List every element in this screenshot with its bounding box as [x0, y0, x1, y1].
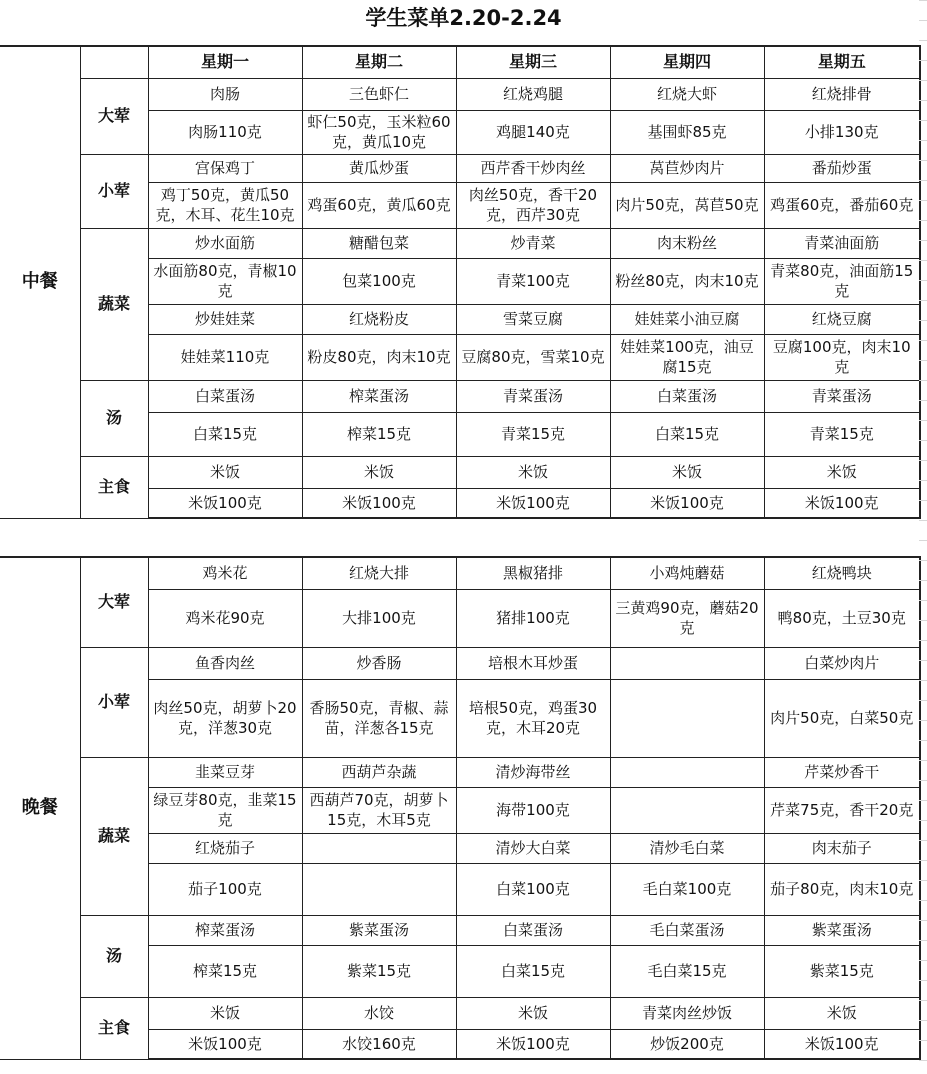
ingredient-cell: 芹菜75克，香干20克	[764, 787, 920, 833]
dish-name: 水饺	[302, 997, 456, 1029]
dish-name: 炒水面筋	[148, 228, 302, 258]
dish-row	[0, 154, 920, 182]
ingredient-cell: 榨菜15克	[302, 412, 456, 456]
ingredient-cell: 肉片50克，白菜50克	[764, 679, 920, 757]
dish-name: 榨菜蛋汤	[148, 915, 302, 945]
ingredient-cell: 肉丝50克，香干20克，西芹30克	[456, 182, 610, 228]
ingredient-cell: 米饭100克	[456, 1029, 610, 1059]
ingredient-cell: 鸭80克，土豆30克	[764, 589, 920, 647]
category-zhu-shi: 主食	[80, 456, 148, 518]
ingredient-cell: 豆腐80克，雪菜10克	[456, 334, 610, 380]
ingredient-cell	[302, 863, 456, 915]
dish-name: 炒娃娃菜	[148, 304, 302, 334]
dish-name: 清炒海带丝	[456, 757, 610, 787]
dish-name: 肉末茄子	[764, 833, 920, 863]
dish-row	[0, 757, 920, 787]
ingredient-cell: 西葫芦70克，胡萝卜15克，木耳5克	[302, 787, 456, 833]
dish-name: 米饭	[148, 997, 302, 1029]
dish-name: 西芹香干炒肉丝	[456, 154, 610, 182]
ingredient-cell: 培根50克，鸡蛋30克，木耳20克	[456, 679, 610, 757]
dish-row	[0, 456, 920, 488]
day-header-tue: 星期二	[302, 46, 456, 78]
dish-name: 白菜蛋汤	[610, 380, 764, 412]
meal-label-lunch: 中餐	[0, 46, 80, 518]
ingredient-cell: 绿豆芽80克，韭菜15克	[148, 787, 302, 833]
dish-name: 炒香肠	[302, 647, 456, 679]
ingredient-cell: 娃娃菜100克，油豆腐15克	[610, 334, 764, 380]
ingredient-cell: 豆腐100克，肉末10克	[764, 334, 920, 380]
ingredient-cell: 三黄鸡90克，蘑菇20克	[610, 589, 764, 647]
dish-name: 宫保鸡丁	[148, 154, 302, 182]
ingredient-cell: 水面筋80克，青椒10克	[148, 258, 302, 304]
day-header-thu: 星期四	[610, 46, 764, 78]
dish-name: 白菜蛋汤	[456, 915, 610, 945]
category-xiao-hun: 小荤	[80, 647, 148, 757]
dish-name: 米饭	[456, 456, 610, 488]
dish-name: 培根木耳炒蛋	[456, 647, 610, 679]
ingredient-cell: 青菜100克	[456, 258, 610, 304]
dish-name: 米饭	[610, 456, 764, 488]
ingredient-cell: 米饭100克	[148, 1029, 302, 1059]
ingredient-cell: 水饺160克	[302, 1029, 456, 1059]
ingredient-cell: 米饭100克	[302, 488, 456, 518]
ingredient-cell: 青菜80克，油面筋15克	[764, 258, 920, 304]
dish-name: 红烧大排	[302, 557, 456, 589]
dish-name: 鱼香肉丝	[148, 647, 302, 679]
dish-name: 白菜炒肉片	[764, 647, 920, 679]
dish-name: 米饭	[302, 456, 456, 488]
dish-name: 西葫芦杂蔬	[302, 757, 456, 787]
dish-name: 娃娃菜小油豆腐	[610, 304, 764, 334]
dish-row	[0, 228, 920, 258]
dish-name: 三色虾仁	[302, 78, 456, 110]
category-tang: 汤	[80, 915, 148, 997]
ingredient-cell: 鸡腿140克	[456, 110, 610, 154]
ingredient-cell: 白菜100克	[456, 863, 610, 915]
day-header-wed: 星期三	[456, 46, 610, 78]
category-zhu-shi: 主食	[80, 997, 148, 1059]
dish-row	[0, 78, 920, 110]
ingredient-cell: 米饭100克	[456, 488, 610, 518]
ingredient-cell: 白菜15克	[610, 412, 764, 456]
dish-name: 紫菜蛋汤	[302, 915, 456, 945]
dish-name: 青菜油面筋	[764, 228, 920, 258]
dinner-menu-table	[0, 556, 921, 1060]
dish-name: 芹菜炒香干	[764, 757, 920, 787]
dish-name: 炒青菜	[456, 228, 610, 258]
corner-cell	[80, 46, 148, 78]
dish-name: 青菜蛋汤	[764, 380, 920, 412]
ingredient-cell: 猪排100克	[456, 589, 610, 647]
dish-name: 番茄炒蛋	[764, 154, 920, 182]
dish-row	[0, 915, 920, 945]
dish-row	[0, 380, 920, 412]
ingredient-cell: 青菜15克	[764, 412, 920, 456]
dish-name: 清炒大白菜	[456, 833, 610, 863]
ingredient-cell: 娃娃菜110克	[148, 334, 302, 380]
dish-name: 米饭	[764, 997, 920, 1029]
dish-row	[0, 997, 920, 1029]
dish-name: 米饭	[148, 456, 302, 488]
dish-name: 米饭	[456, 997, 610, 1029]
category-xiao-hun: 小荤	[80, 154, 148, 228]
ingredient-cell: 茄子80克，肉末10克	[764, 863, 920, 915]
day-header-mon: 星期一	[148, 46, 302, 78]
ingredient-cell: 海带100克	[456, 787, 610, 833]
ingredient-cell: 包菜100克	[302, 258, 456, 304]
dish-name: 红烧茄子	[148, 833, 302, 863]
ingredient-cell: 香肠50克，青椒、蒜苗，洋葱各15克	[302, 679, 456, 757]
ingredient-cell: 紫菜15克	[764, 945, 920, 997]
dish-name: 红烧大虾	[610, 78, 764, 110]
ingredient-cell	[610, 787, 764, 833]
dish-name	[610, 757, 764, 787]
dish-name: 鸡米花	[148, 557, 302, 589]
day-header-fri: 星期五	[764, 46, 920, 78]
ingredient-cell: 鸡蛋60克，番茄60克	[764, 182, 920, 228]
category-da-hun: 大荤	[80, 78, 148, 154]
category-da-hun: 大荤	[80, 557, 148, 647]
category-shu-cai: 蔬菜	[80, 757, 148, 915]
dish-name	[610, 647, 764, 679]
dish-name: 红烧豆腐	[764, 304, 920, 334]
ingredient-cell: 肉片50克，莴苣50克	[610, 182, 764, 228]
ingredient-cell: 炒饭200克	[610, 1029, 764, 1059]
ingredient-cell: 鸡丁50克，黄瓜50克，木耳、花生10克	[148, 182, 302, 228]
dish-name: 毛白菜蛋汤	[610, 915, 764, 945]
ingredient-cell: 基围虾85克	[610, 110, 764, 154]
dish-name: 红烧排骨	[764, 78, 920, 110]
ingredient-cell: 米饭100克	[610, 488, 764, 518]
ingredient-cell: 鸡蛋60克，黄瓜60克	[302, 182, 456, 228]
ingredient-cell: 茄子100克	[148, 863, 302, 915]
ingredient-cell: 毛白菜15克	[610, 945, 764, 997]
dish-name	[302, 833, 456, 863]
ingredient-cell: 白菜15克	[148, 412, 302, 456]
lunch-menu-table	[0, 45, 921, 519]
meal-label-dinner: 晚餐	[0, 557, 80, 1059]
ingredient-cell: 小排130克	[764, 110, 920, 154]
ingredient-cell: 粉皮80克，肉末10克	[302, 334, 456, 380]
ingredient-cell: 紫菜15克	[302, 945, 456, 997]
ingredient-cell: 毛白菜100克	[610, 863, 764, 915]
ingredient-cell: 虾仁50克，玉米粒60克，黄瓜10克	[302, 110, 456, 154]
dish-name: 紫菜蛋汤	[764, 915, 920, 945]
sheet-gridlines	[919, 0, 927, 1074]
dish-name: 白菜蛋汤	[148, 380, 302, 412]
ingredient-cell: 米饭100克	[764, 1029, 920, 1059]
ingredient-cell: 粉丝80克，肉末10克	[610, 258, 764, 304]
dish-name: 红烧鸡腿	[456, 78, 610, 110]
ingredient-cell: 白菜15克	[456, 945, 610, 997]
menu-title: 学生菜单2.20-2.24	[365, 6, 562, 30]
ingredient-cell: 大排100克	[302, 589, 456, 647]
dish-row	[0, 647, 920, 679]
dish-name: 糖醋包菜	[302, 228, 456, 258]
dish-name: 红烧粉皮	[302, 304, 456, 334]
dish-name: 米饭	[764, 456, 920, 488]
dish-name: 肉肠	[148, 78, 302, 110]
dish-name: 青菜肉丝炒饭	[610, 997, 764, 1029]
dish-name: 肉末粉丝	[610, 228, 764, 258]
dish-row	[0, 557, 920, 589]
dish-name: 小鸡炖蘑菇	[610, 557, 764, 589]
dish-name: 清炒毛白菜	[610, 833, 764, 863]
ingredient-cell: 肉丝50克，胡萝卜20克，洋葱30克	[148, 679, 302, 757]
ingredient-cell: 鸡米花90克	[148, 589, 302, 647]
dish-name: 青菜蛋汤	[456, 380, 610, 412]
dish-name: 韭菜豆芽	[148, 757, 302, 787]
category-shu-cai: 蔬菜	[80, 228, 148, 380]
ingredient-cell: 肉肠110克	[148, 110, 302, 154]
dish-name: 黄瓜炒蛋	[302, 154, 456, 182]
dish-name: 红烧鸭块	[764, 557, 920, 589]
dish-name: 莴苣炒肉片	[610, 154, 764, 182]
dish-name: 黑椒猪排	[456, 557, 610, 589]
ingredient-cell: 榨菜15克	[148, 945, 302, 997]
ingredient-cell: 青菜15克	[456, 412, 610, 456]
day-header-row	[0, 46, 920, 78]
ingredient-cell: 米饭100克	[148, 488, 302, 518]
category-tang: 汤	[80, 380, 148, 456]
ingredient-cell	[610, 679, 764, 757]
dish-name: 雪菜豆腐	[456, 304, 610, 334]
ingredient-cell: 米饭100克	[764, 488, 920, 518]
dish-name: 榨菜蛋汤	[302, 380, 456, 412]
